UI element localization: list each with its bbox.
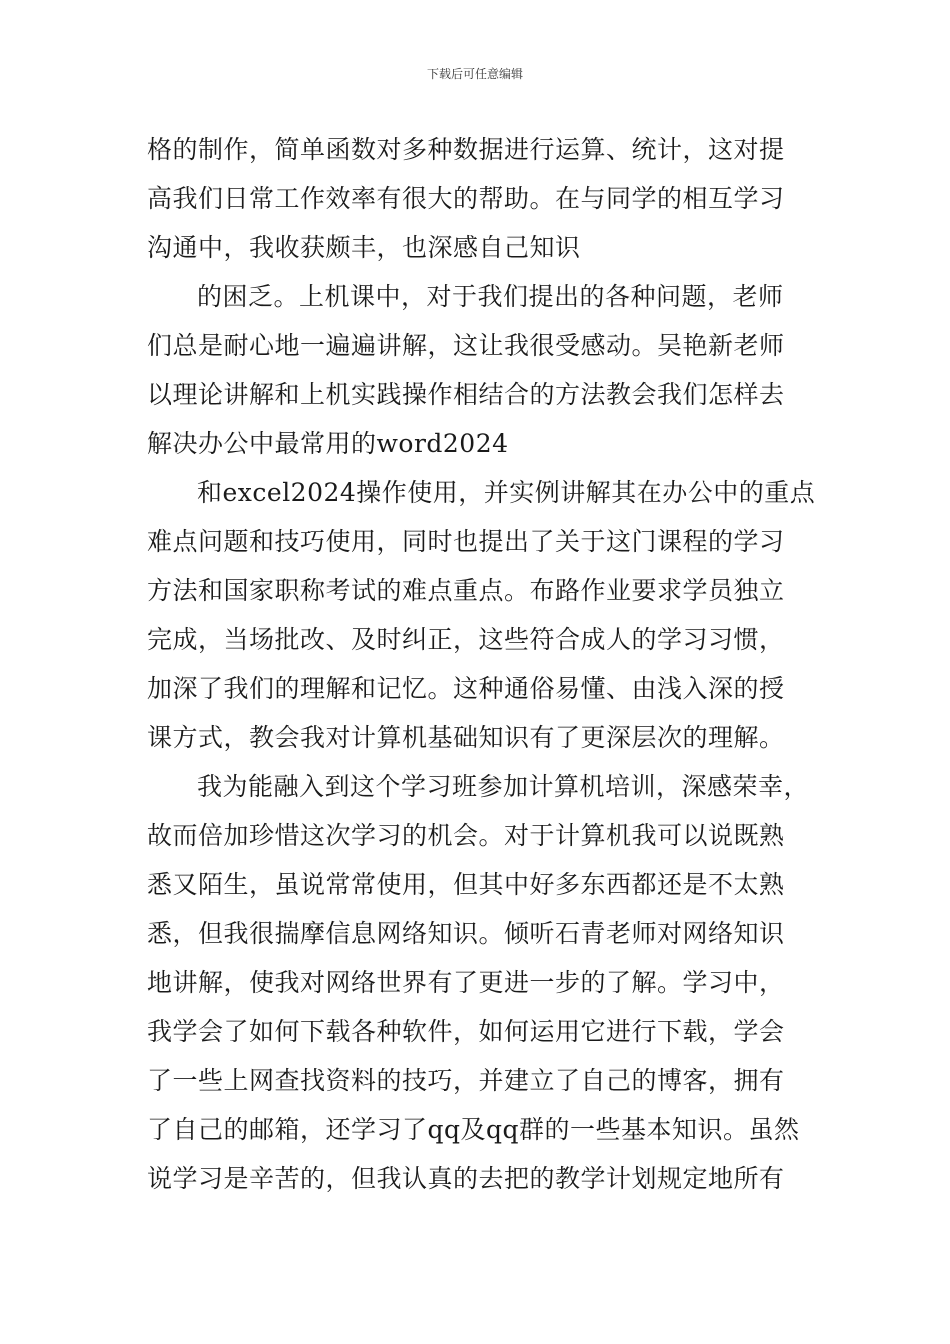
- text-line: 们总是耐心地一遍遍讲解，这让我很受感动。吴艳新老师: [147, 331, 785, 360]
- paragraph: [147, 471, 827, 765]
- page-header: 下载后可任意编辑: [426, 67, 523, 81]
- text-line: 加深了我们的理解和记忆。这种通俗易懂、由浅入深的授: [147, 674, 785, 703]
- text-line: 沟通中，我收获颇丰，也深感自己知识: [147, 233, 581, 262]
- document-body: [147, 128, 827, 1206]
- text-line: 说学习是辛苦的，但我认真的去把的教学计划规定地所有: [147, 1164, 785, 1193]
- text-line: 我学会了如何下载各种软件，如何运用它进行下载，学会: [147, 1017, 785, 1046]
- text-line: 难点问题和技巧使用，同时也提出了关于这门课程的学习: [147, 527, 785, 556]
- text-line: 悉，但我很揣摩信息网络知识。倾听石青老师对网络知识: [147, 919, 785, 948]
- paragraph: [147, 128, 827, 275]
- text-line: 完成，当场批改、及时纠正，这些符合成人的学习习惯，: [147, 625, 785, 654]
- text-line: 故而倍加珍惜这次学习的机会。对于计算机我可以说既熟: [147, 821, 785, 850]
- text-line: 了自己的邮箱，还学习了qq及qq群的一些基本知识。虽然: [147, 1115, 800, 1144]
- paragraph: [147, 765, 827, 1206]
- paragraph: [147, 275, 827, 471]
- text-line: 高我们日常工作效率有很大的帮助。在与同学的相互学习: [147, 184, 785, 213]
- text-line: 方法和国家职称考试的难点重点。布路作业要求学员独立: [147, 576, 785, 605]
- text-line: 和excel2024操作使用，并实例讲解其在办公中的重点: [197, 478, 816, 507]
- text-line: 悉又陌生，虽说常常使用，但其中好多东西都还是不太熟: [147, 870, 785, 899]
- text-line: 的困乏。上机课中，对于我们提出的各种问题，老师: [197, 282, 784, 311]
- text-line: 地讲解，使我对网络世界有了更进一步的了解。学习中，: [147, 968, 785, 997]
- text-line: 格的制作，简单函数对多种数据进行运算、统计，这对提: [147, 135, 785, 164]
- text-line: 了一些上网查找资料的技巧，并建立了自己的博客，拥有: [147, 1066, 785, 1095]
- text-line: 以理论讲解和上机实践操作相结合的方法教会我们怎样去: [147, 380, 785, 409]
- text-line: 我为能融入到这个学习班参加计算机培训，深感荣幸，: [197, 772, 810, 801]
- text-line: 课方式，教会我对计算机基础知识有了更深层次的理解。: [147, 723, 785, 752]
- text-line: 解决办公中最常用的word2024: [147, 429, 509, 458]
